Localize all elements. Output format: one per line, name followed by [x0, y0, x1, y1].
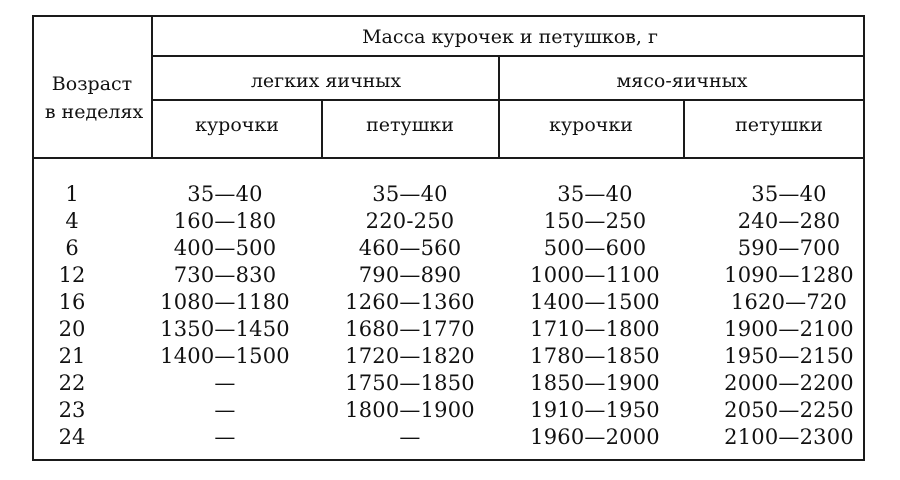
group-light-laying: легких яичных [250, 70, 402, 92]
hens-meat-cell: 35—40 [557, 182, 633, 206]
age-header-line1: Возраст [51, 73, 133, 95]
hens-meat-cell: 1710—1800 [530, 317, 660, 341]
roosters-light-cell: 1720—1820 [345, 344, 475, 368]
roosters-meat-cell: 1900—2100 [724, 317, 854, 341]
roosters-light-cell: 1680—1770 [345, 317, 475, 341]
roosters-light-cell: 35—40 [372, 182, 448, 206]
roosters-meat-cell: 240—280 [737, 209, 841, 233]
roosters-light-cell: — [399, 425, 421, 449]
col-hens-light: курочки [195, 114, 279, 136]
roosters-meat-cell: 2000—2200 [724, 371, 854, 395]
age-cell: 1 [65, 182, 79, 206]
age-cell: 4 [65, 209, 79, 233]
hens-light-cell: 160—180 [173, 209, 277, 233]
hens-meat-cell: 1400—1500 [530, 290, 660, 314]
roosters-light-cell: 790—890 [358, 263, 462, 287]
header-rule-group [152, 99, 865, 101]
roosters-meat-cell: 1620—720 [730, 290, 848, 314]
hens-light-cell: 35—40 [187, 182, 263, 206]
col-roosters-light: петушки [366, 114, 454, 136]
age-header-line2: в неделях [44, 101, 144, 123]
hens-light-cell: 1350—1450 [160, 317, 290, 341]
header-rule-top [152, 55, 865, 57]
col-roosters-meat: петушки [735, 114, 823, 136]
age-cell: 6 [65, 236, 79, 260]
roosters-meat-cell: 590—700 [737, 236, 841, 260]
roosters-light-cell: 1260—1360 [345, 290, 475, 314]
roosters-light-cell: 1750—1850 [345, 371, 475, 395]
age-cell: 12 [58, 263, 86, 287]
hens-meat-cell: 1000—1100 [530, 263, 660, 287]
group-divider [498, 56, 500, 158]
age-cell: 16 [58, 290, 86, 314]
roosters-light-cell: 1800—1900 [345, 398, 475, 422]
roosters-meat-cell: 35—40 [751, 182, 827, 206]
header-rule-bottom [32, 157, 865, 159]
roosters-light-cell: 220-250 [365, 209, 455, 233]
hens-light-cell: 1400—1500 [160, 344, 290, 368]
age-cell: 20 [58, 317, 86, 341]
hens-meat-cell: 1850—1900 [530, 371, 660, 395]
age-cell: 23 [58, 398, 86, 422]
age-column-divider [151, 15, 153, 158]
roosters-meat-cell: 2100—2300 [724, 425, 854, 449]
hens-meat-cell: 1780—1850 [530, 344, 660, 368]
roosters-meat-cell: 1090—1280 [724, 263, 854, 287]
hens-light-cell: 1080—1180 [160, 290, 290, 314]
roosters-light-cell: 460—560 [358, 236, 462, 260]
roosters-meat-cell: 2050—2250 [724, 398, 854, 422]
hens-light-cell: 730—830 [173, 263, 277, 287]
age-cell: 21 [58, 344, 86, 368]
col-hens-meat: курочки [549, 114, 633, 136]
hens-meat-cell: 150—250 [543, 209, 647, 233]
meat-subcolumn-divider [683, 100, 685, 158]
hens-light-cell: — [214, 398, 236, 422]
hens-light-cell: 400—500 [173, 236, 277, 260]
hens-meat-cell: 1910—1950 [530, 398, 660, 422]
mass-title: Масса курочек и петушков, г [362, 26, 658, 48]
age-cell: 22 [58, 371, 86, 395]
hens-light-cell: — [214, 425, 236, 449]
age-cell: 24 [58, 425, 86, 449]
hens-meat-cell: 1960—2000 [530, 425, 660, 449]
roosters-meat-cell: 1950—2150 [724, 344, 854, 368]
hens-meat-cell: 500—600 [543, 236, 647, 260]
group-meat-laying: мясо-яичных [616, 70, 748, 92]
light-subcolumn-divider [321, 100, 323, 158]
hens-light-cell: — [214, 371, 236, 395]
